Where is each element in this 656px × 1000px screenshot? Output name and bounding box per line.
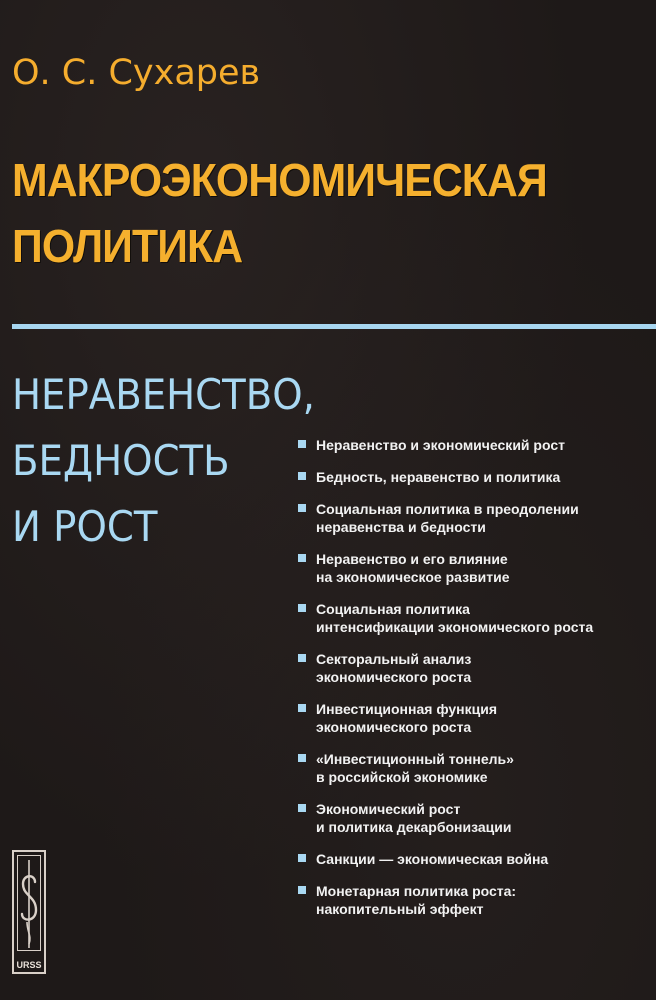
topic-item bbox=[297, 600, 649, 636]
topic-text: Бедность, неравенство и политика bbox=[316, 469, 561, 485]
topic-item bbox=[297, 800, 649, 836]
title-line-1: МАКРОЭКОНОМИЧЕСКАЯ bbox=[12, 154, 547, 206]
subtitle-line-1: НЕРАВЕНСТВО, bbox=[12, 370, 315, 419]
square-bullet-icon bbox=[298, 886, 306, 894]
topic-text: Монетарная политика роста: накопительный эффект bbox=[316, 883, 517, 917]
divider-line bbox=[12, 324, 656, 329]
topic-text: «Инвестиционный тоннель» в российской экономике bbox=[316, 751, 514, 785]
publisher-name: URSS bbox=[16, 960, 42, 970]
subtitle-line-3: И РОСТ bbox=[12, 502, 158, 551]
square-bullet-icon bbox=[298, 704, 306, 712]
square-bullet-icon bbox=[298, 604, 306, 612]
topic-text: Инвестиционная функция экономического роста bbox=[316, 701, 498, 735]
topic-text: Неравенство и экономический рост bbox=[316, 437, 565, 453]
square-bullet-icon bbox=[298, 854, 306, 862]
topic-text: Неравенство и его влияние на экономическое развитие bbox=[316, 551, 510, 585]
square-bullet-icon bbox=[298, 554, 306, 562]
square-bullet-icon bbox=[298, 804, 306, 812]
topic-text: Социальная политика в преодолении неравенства и бедности bbox=[316, 501, 579, 535]
urss-publisher-logo bbox=[12, 850, 46, 974]
topic-item bbox=[297, 500, 649, 536]
topic-text: Секторальный анализ экономического роста bbox=[316, 651, 472, 685]
topic-text: Социальная политика интенсификации экономического роста bbox=[316, 601, 594, 635]
author-name: О. С. Сухарев bbox=[12, 53, 261, 93]
square-bullet-icon bbox=[298, 504, 306, 512]
topic-item bbox=[297, 700, 649, 736]
topic-item bbox=[297, 882, 649, 918]
topic-item bbox=[297, 468, 649, 486]
topic-item bbox=[297, 750, 649, 786]
square-bullet-icon bbox=[298, 472, 306, 480]
book-title bbox=[12, 147, 607, 279]
topics-list bbox=[297, 436, 649, 932]
square-bullet-icon bbox=[298, 654, 306, 662]
topic-item bbox=[297, 436, 649, 454]
book-subtitle bbox=[12, 362, 315, 560]
square-bullet-icon bbox=[298, 440, 306, 448]
topic-text: Экономический рост и политика декарбонизации bbox=[316, 801, 512, 835]
topic-item bbox=[297, 650, 649, 686]
topic-item bbox=[297, 850, 649, 868]
square-bullet-icon bbox=[298, 754, 306, 762]
subtitle-line-2: БЕДНОСТЬ bbox=[12, 436, 230, 485]
dollar-sign-icon bbox=[14, 852, 44, 956]
title-line-2: ПОЛИТИКА bbox=[12, 220, 243, 272]
topic-text: Санкции — экономическая война bbox=[316, 851, 549, 867]
topic-item bbox=[297, 550, 649, 586]
